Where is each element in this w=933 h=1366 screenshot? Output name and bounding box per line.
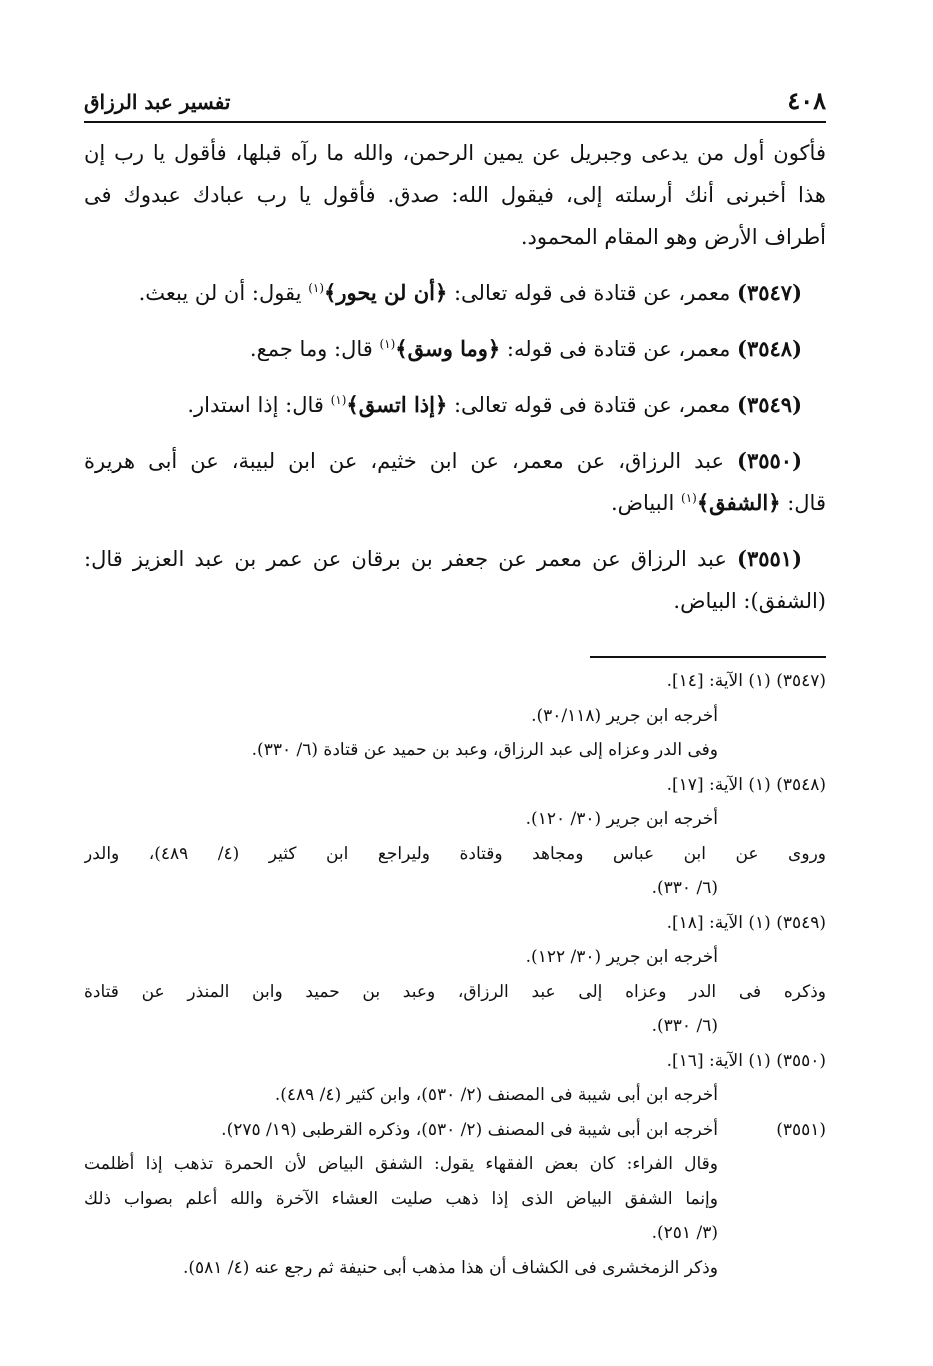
entry-3547 (84, 272, 826, 314)
entry-text: يقول: أن لن يبعث. (138, 281, 309, 305)
footnote-head: (٣٥٤٧) (١) الآية: [١٤]. (666, 671, 826, 691)
entry-number: (٣٥٥٠) (737, 448, 802, 473)
entry-text: قال: (780, 491, 826, 515)
entry-text: عبد الرزاق عن معمر عن جعفر بن برقان عن عمر بن عبد العزيز قال: (84, 547, 737, 571)
footnote-text: أخرجه ابن أبى شيبة فى المصنف (٢/ ٥٣٠)، وذكره القرطبى (١٩/ ٢٧٥). (221, 1119, 718, 1140)
footnote-line: وقال الفراء: كان بعض الفقهاء يقول: الشفق البياض لأن الحمرة تذهب إذا أظلمت (84, 1154, 718, 1174)
text-line (84, 538, 826, 580)
text-line (84, 440, 826, 482)
footnote-ref: (١) (330, 393, 347, 407)
footnotes (84, 664, 826, 1285)
entry-text: قال: وما جمع. (249, 337, 380, 361)
page-header (84, 84, 826, 118)
entry-3550 (84, 440, 826, 524)
main-text (84, 132, 826, 622)
footnote-line: أخرجه ابن جرير (٣٠/١١٨). (531, 705, 718, 726)
entry-3548 (84, 328, 826, 370)
entry-text: عبد الرزاق، عن معمر، عن ابن خثيم، عن ابن لبيبة، عن أبى هريرة (84, 449, 737, 473)
text-line (84, 272, 826, 314)
footnote-line: أخرجه ابن جرير (٣٠/ ١٢٢). (525, 947, 718, 967)
entry-text: معمر، عن قتادة فى قوله تعالى: (447, 281, 737, 305)
entry-3551 (84, 538, 826, 622)
entry-number: (٣٥٤٩) (737, 392, 802, 417)
footnote-head: (٣٥٥٠) (١) الآية: [١٦]. (666, 1050, 826, 1071)
quran-ayah: ﴿وما وسق﴾ (395, 336, 501, 361)
quran-ayah: ﴿أن لن يحور﴾ (324, 280, 448, 305)
footnote-line: وإنما الشفق البياض الذى إذا ذهب صليت العشاء الآخرة والله أعلم بصواب ذلك (84, 1188, 718, 1209)
entry-3549 (84, 384, 826, 426)
entry-number: (٣٥٥١) (737, 546, 802, 571)
footnote-ref: (١) (308, 281, 325, 295)
footnote-line (84, 1113, 826, 1148)
header-rule (84, 121, 826, 123)
footnote-ref: (١) (681, 491, 697, 505)
footnote-separator (590, 656, 826, 658)
page-number: ٤٠٨ (787, 86, 826, 115)
footnote-label: (٣٥٥١) (776, 1119, 826, 1140)
footnote-line: أخرجه ابن أبى شيبة فى المصنف (٢/ ٥٣٠)، وابن كثير (٤/ ٤٨٩). (274, 1085, 718, 1105)
entry-text: معمر، عن قتادة فى قوله تعالى: (447, 393, 737, 417)
text-line: فأكون أول من يدعى وجبريل عن يمين الرحمن، والله ما رآه قبلها، فأقول يا رب إن (84, 141, 826, 165)
text-line: هذا أخبرنى أنك أرسلته إلى، فيقول الله: صدق. فأقول يا رب عبادك عبدوك فى (84, 183, 826, 207)
text-line: (الشفق): البياض. (673, 589, 826, 613)
quran-ayah: ﴿الشفق﴾ (696, 490, 781, 515)
footnote-line: وفى الدر وعزاه إلى عبد الرزاق، وعبد بن حميد عن قتادة (٦/ ٣٣٠). (251, 740, 718, 760)
footnote-line: وذكره فى الدر وعزاه إلى عبد الرزاق، وعبد بن حميد وابن المنذر عن قتادة (84, 981, 826, 1002)
text-line (84, 482, 826, 524)
text-line (84, 384, 826, 426)
footnote-line: (٦/ ٣٣٠). (651, 878, 718, 898)
text-line: أطراف الأرض وهو المقام المحمود. (520, 225, 826, 249)
entry-text: معمر، عن قتادة فى قوله: (500, 337, 737, 361)
intro-paragraph (84, 132, 826, 258)
footnote-line: (٦/ ٣٣٠). (651, 1016, 718, 1036)
entry-number: (٣٥٤٨) (737, 336, 802, 361)
book-title: تفسير عبد الرزاق (84, 90, 231, 114)
text-line (84, 328, 826, 370)
footnote-line: (٣/ ٢٥١). (651, 1223, 718, 1243)
entry-number: (٣٥٤٧) (737, 280, 802, 305)
footnote-head: (٣٥٤٩) (١) الآية: [١٨]. (666, 912, 826, 933)
entry-text: البياض. (610, 491, 681, 515)
footnote-line: أخرجه ابن جرير (٣٠/ ١٢٠). (525, 809, 718, 829)
footnote-ref: (١) (379, 337, 396, 351)
footnote-head: (٣٥٤٨) (١) الآية: [١٧]. (666, 774, 826, 795)
entry-text: قال: إذا استدار. (187, 393, 331, 417)
footnote-line: وروى عن ابن عباس ومجاهد وقتادة وليراجع ابن كثير (٤/ ٤٨٩)، والدر (84, 843, 826, 864)
quran-ayah: ﴿إذا اتسق﴾ (346, 392, 448, 417)
footnote-line: وذكر الزمخشرى فى الكشاف أن هذا مذهب أبى حنيفة ثم رجع عنه (٤/ ٥٨١). (182, 1257, 718, 1278)
